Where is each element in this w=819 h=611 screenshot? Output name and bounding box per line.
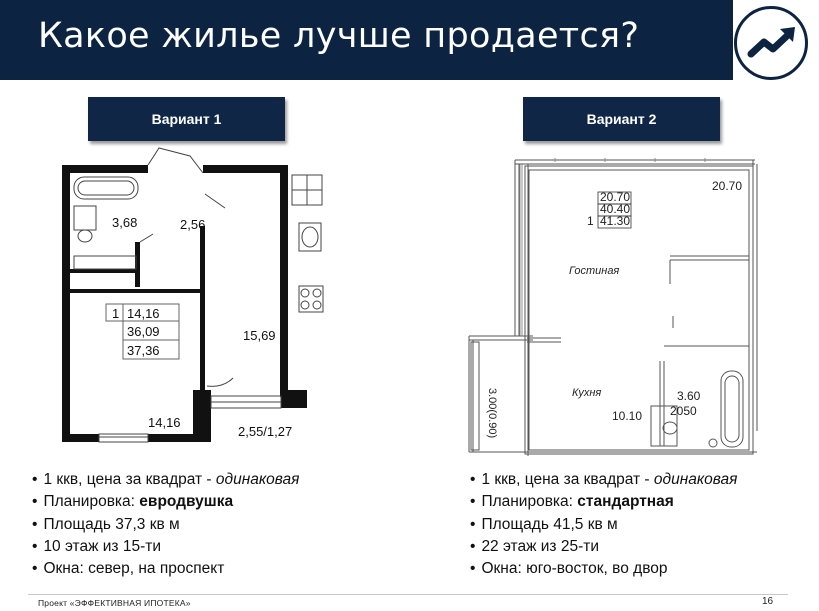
logo [734,6,808,80]
plan2-kitchen-area: 10.10 [612,409,643,423]
list-item: • Площадь 37,3 кв м [32,515,180,533]
list-item: • Площадь 41,5 кв м [470,515,618,533]
plan1-area-with-balcony: 37,36 [127,343,160,358]
page-number: 16 [762,596,774,607]
variant-2-button[interactable]: Вариант 2 [523,97,720,141]
plan2-living-label: Гостиная [569,265,620,277]
plan1-area-living: 14,16 [127,306,160,321]
floor-plan-variant-2 [465,156,775,456]
list-item: • 10 этаж из 15-ти [32,537,162,555]
variant-2-specs [470,469,737,580]
list-item: • Окна: юго-восток, во двор [470,560,668,578]
plan2-balcony-area: 3.00(0.90) [486,388,498,439]
plan2-area-living: 20.70 [600,190,631,204]
plan1-room-area: 14,16 [148,415,181,430]
list-item: • 22 этаж из 25-ти [470,537,600,555]
plan1-balcony-area: 2,55/1,27 [238,424,293,439]
plan2-room-area: 20.70 [712,179,743,193]
list-item: • Планировка: евродвушка [32,493,234,511]
list-item: • Окна: север, на проспект [32,560,225,578]
plan2-bath-area: 3.60 [677,389,701,403]
plan2-kitchen-label: Кухня [572,387,602,399]
title-bar [0,0,733,80]
plan2-bath-dim: 2050 [670,404,697,418]
footer-project: Проект «ЭФФЕКТИВНАЯ ИПОТЕКА» [38,598,191,608]
plan1-hall-area: 2,56 [180,217,206,232]
plan2-area-total: 40.40 [600,202,631,216]
variant-1-specs [32,469,299,580]
page-title: Какое жилье лучше продается? [38,16,640,56]
footer-divider [28,594,788,595]
floor-plan-variant-1 [55,146,355,462]
list-item: • 1 ккв, цена за квадрат - одинаковая [32,471,300,488]
list-item: • Планировка: стандартная [470,493,674,511]
variant-1-button[interactable]: Вариант 1 [88,97,285,141]
trend-arrow-icon [737,9,805,77]
list-item: • 1 ккв, цена за квадрат - одинаковая [470,471,738,488]
plan1-living-area: 15,69 [243,328,276,343]
plan2-rooms: 1 [587,214,594,228]
plan2-area-with-balcony: 41.30 [600,214,631,228]
plan1-bathroom-area: 3,68 [112,215,138,230]
plan1-area-total: 36,09 [127,324,160,339]
plan1-rooms: 1 [112,306,120,321]
